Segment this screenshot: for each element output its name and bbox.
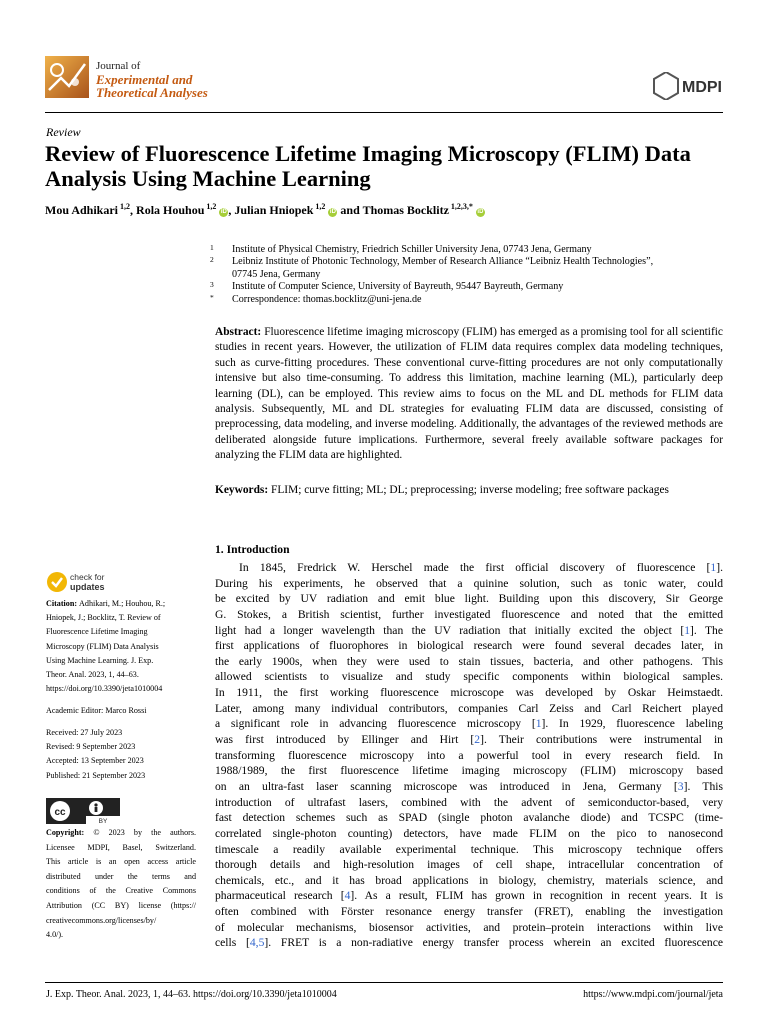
journal-logo bbox=[45, 56, 89, 98]
date-line: Received: 27 July 2023 bbox=[46, 728, 123, 737]
citation-link[interactable]: 1 bbox=[535, 717, 542, 731]
footer-citation: J. Exp. Theor. Anal. 2023, 1, 44–63. https://doi.org/10.3390/jeta1010004 bbox=[46, 989, 337, 1000]
cc-by-license-icon[interactable] bbox=[46, 798, 120, 824]
copyright-text: conditions of the Creative Commons bbox=[46, 886, 196, 896]
copyright-line bbox=[46, 841, 196, 856]
body-line: was first introduced by Ellinger and Hirt [2]. Their contributions were instrumental in bbox=[215, 733, 723, 747]
svg-text:cc: cc bbox=[54, 807, 66, 818]
affiliation-number: 2 bbox=[210, 255, 214, 265]
section-heading: 1. Introduction bbox=[215, 543, 290, 556]
affiliation-line: Institute of Computer Science, University of Bayreuth, 95447 Bayreuth, Germany bbox=[232, 281, 564, 293]
copyright-line bbox=[46, 914, 196, 929]
citation-line bbox=[46, 611, 196, 625]
body-line: of molecular mechanisms, biosensor activities, and protein–protein interactions within live bbox=[215, 920, 723, 934]
citation-line bbox=[46, 668, 196, 682]
citation-text: Using Machine Learning. J. Exp. bbox=[46, 655, 154, 665]
journal-prefix: Journal of bbox=[96, 60, 141, 72]
body-line: be excited by UV radiation and emit blue light. Building upon this discovery, Sir George bbox=[215, 592, 723, 606]
body-line: Later, among many individual contributors, companies Carl Zeiss and Carl Reichert played bbox=[215, 701, 723, 715]
citation-text: Fluorescence Lifetime Imaging bbox=[46, 627, 148, 637]
copyright-text: Licensee MDPI, Basel, Switzerland. bbox=[46, 842, 196, 852]
body-line: the early 1900s, when they were used to stain tissues, bacteria, and other pathogens. This bbox=[215, 654, 723, 668]
date-line: Revised: 9 September 2023 bbox=[46, 742, 136, 752]
author-affiliation-mark: 1,2,3,* bbox=[448, 202, 473, 211]
copyright-line bbox=[46, 899, 196, 914]
citation-text[interactable]: https://doi.org/10.3390/jeta1010004 bbox=[46, 684, 163, 694]
affiliation-item bbox=[210, 281, 720, 293]
body-line: In 1845, Fredrick W. Herschel made the first official discovery of fluorescence [1]. bbox=[239, 561, 723, 574]
author-name: Rola Houhou bbox=[136, 203, 205, 217]
citation-link[interactable]: 4 bbox=[344, 889, 351, 903]
article-type: Review bbox=[46, 125, 81, 139]
dates-block bbox=[46, 726, 196, 783]
abstract-label: Abstract: bbox=[215, 326, 262, 338]
citation-block bbox=[46, 597, 196, 696]
copyright-line bbox=[46, 928, 196, 943]
updates-label: updates bbox=[70, 582, 105, 592]
date-line: Accepted: 13 September 2023 bbox=[46, 756, 144, 766]
body-line: thorough details and high-resolution images of cell shape, intracellular concentration of bbox=[215, 858, 723, 872]
body-line: pharmaceutical research [4]. As a result, FLIM has grown in recognition in recent years. It is bbox=[215, 889, 723, 903]
date-line: Published: 21 September 2023 bbox=[46, 770, 146, 780]
copyright-line bbox=[46, 826, 196, 841]
citation-line bbox=[46, 640, 196, 654]
citation-link[interactable]: 2 bbox=[474, 733, 481, 747]
affiliation-item bbox=[210, 244, 720, 256]
body-line: 1988/1989, the first fluorescence lifetime imaging microscopy (FLIM) microscopy based bbox=[215, 764, 723, 778]
body-line: chemicals, etc., and it has broad applications in biology, chemistry, materials science, and bbox=[215, 873, 723, 887]
citation-label: Citation: bbox=[46, 599, 80, 608]
citation-link[interactable]: 1 bbox=[684, 623, 690, 637]
author-affiliation-mark: 1,2 bbox=[204, 202, 217, 211]
body-line: introduction of ultrafast lasers, combined with the advent of semiconductor-based, very bbox=[215, 795, 723, 809]
journal-name bbox=[96, 61, 208, 100]
body-line: first applications of fluorophores in biological research were found several decades later, in bbox=[215, 639, 723, 653]
affiliation-number: 1 bbox=[210, 243, 214, 252]
body-line: often combined with Förster resonance energy transfer (FRET), enabling the investigation bbox=[215, 905, 723, 919]
citation-text: Theor. Anal. 2023, 1, 44–63. bbox=[46, 670, 139, 680]
keywords bbox=[215, 483, 723, 498]
affiliation-line: Correspondence: thomas.bocklitz@uni-jena.de bbox=[232, 293, 422, 305]
author-separator: , bbox=[130, 203, 137, 217]
body-line: transforming fluorescence microscopy into a powerful tool in every research field. In bbox=[215, 748, 723, 762]
citation-text: Hniopek, J.; Bocklitz, T. Review of bbox=[46, 613, 161, 623]
author-affiliation-mark: 1,2 bbox=[313, 202, 326, 211]
keywords-text: FLIM; curve fitting; ML; DL; preprocessing; inverse modeling; free software packages bbox=[271, 484, 669, 496]
body-line: In 1911, the first working fluorescence microscope was developed by Oskar Heimstaedt. bbox=[215, 686, 723, 700]
body-line: During his experiments, he observed that a quinine solution, such as tonic water, could bbox=[215, 576, 723, 590]
citation-link[interactable]: 3 bbox=[677, 779, 684, 793]
publisher-name: MDPI bbox=[682, 79, 722, 96]
academic-editor: Academic Editor: Marco Rossi bbox=[46, 706, 147, 715]
orcid-icon[interactable]: iD bbox=[329, 209, 336, 215]
author-affiliation-mark: 1,2 bbox=[118, 202, 131, 211]
citation-link[interactable]: 1 bbox=[710, 561, 717, 574]
citation-line bbox=[46, 597, 196, 611]
footer-rule bbox=[45, 982, 723, 983]
body-line: light had a longer wavelength than the UV radiation that initially excited the object [1]. The bbox=[215, 623, 723, 637]
check-for-label: check for bbox=[70, 572, 105, 582]
body-line: G. Stokes, a British scientist, further investigated fluorescence and noted that the emitted bbox=[215, 607, 723, 621]
copyright-line bbox=[46, 870, 196, 885]
copyright-label: Copyright: bbox=[46, 828, 94, 837]
body-text bbox=[215, 560, 723, 951]
affiliation-line: Leibniz Institute of Photonic Technology, Member of Research Alliance “Leibniz Health Technologies”, bbox=[232, 256, 654, 268]
author-name: Mou Adhikari bbox=[45, 203, 119, 217]
copyright-text: © 2023 by the authors. bbox=[93, 828, 196, 837]
copyright-text: Attribution (CC BY) license (https:// bbox=[46, 900, 196, 910]
abstract-text: Fluorescence lifetime imaging microscopy (FLIM) has emerged as a promising tool for all scientific studies in recent years. However, the utilization of FLIM data requires complex data modeling techniques, such as curve-fitting procedures. These conventional curve-fitting procedures are not only computationally intensive but also time-consuming. To address this limitation, machine learning (ML), particularly deep learning (DL), can be employed. This review aims to focus on the ML and DL methods for FLIM data analysis. Subsequently, ML and DL strategies for evaluating FLIM data are discussed, consisting of preprocessing, data modeling, and inverse modeling. Additionally, the advantages of the reviewed methods are deliberated alongside future implications. Furthermore, several freely available software packages for analyzing the FLIM data are highlighted. bbox=[215, 326, 723, 462]
orcid-icon[interactable]: iD bbox=[220, 209, 227, 215]
affiliations bbox=[210, 244, 720, 306]
journal-name-line1: Experimental and bbox=[96, 71, 193, 87]
citation-link[interactable]: 4,5 bbox=[249, 936, 265, 950]
body-line: on an ultra-fast laser scanning microscope was introduced in Jena, Germany [3]. This bbox=[215, 779, 723, 793]
copyright-text: creativecommons.org/licenses/by/ bbox=[46, 915, 157, 925]
footer-journal-url[interactable]: https://www.mdpi.com/journal/jeta bbox=[583, 989, 723, 1000]
body-line: cells [4,5]. FRET is a non-radiative energy transfer process wherein an excited fluorescence bbox=[215, 936, 723, 950]
citation-text: Adhikari, M.; Houhou, R.; bbox=[79, 599, 166, 608]
affiliation-number: 3 bbox=[210, 280, 214, 290]
abstract bbox=[215, 325, 723, 464]
body-line: a significant role in advancing fluorescence microscopy [1]. In 1929, fluorescence labeling bbox=[215, 717, 723, 731]
citation-text: Microscopy (FLIM) Data Analysis bbox=[46, 641, 159, 651]
affiliation-item bbox=[210, 256, 720, 281]
copyright-text: 4.0/). bbox=[46, 930, 64, 940]
copyright-block bbox=[46, 826, 196, 943]
affiliation-line: Institute of Physical Chemistry, Friedrich Schiller University Jena, 07743 Jena, Germany bbox=[232, 244, 592, 255]
author-separator: , bbox=[228, 203, 235, 217]
cc-by-text: BY bbox=[98, 818, 108, 824]
mdpi-logo bbox=[652, 72, 724, 100]
citation-line bbox=[46, 682, 196, 696]
author-name: Thomas Bocklitz bbox=[362, 203, 449, 217]
body-line: correlated single-photon counting) detectors, have made FLIM on the pico to nanosecond bbox=[215, 826, 723, 840]
keywords-label: Keywords: bbox=[215, 484, 269, 496]
copyright-text: distributed under the terms and bbox=[46, 871, 196, 881]
journal-name-line2: Theoretical Analyses bbox=[96, 85, 208, 101]
affiliation-line: 07745 Jena, Germany bbox=[232, 268, 321, 280]
copyright-line bbox=[46, 855, 196, 870]
header-rule bbox=[45, 112, 723, 113]
author-list bbox=[45, 202, 485, 218]
copyright-text: This article is an open access article bbox=[46, 857, 196, 867]
author-name: Julian Hniopek bbox=[234, 203, 314, 217]
body-line: allowed scientists to visualize and study specific components within biological samples. bbox=[215, 670, 723, 684]
affiliation-item bbox=[210, 294, 720, 306]
author-separator: and bbox=[337, 203, 363, 217]
orcid-icon[interactable]: iD bbox=[477, 209, 484, 215]
citation-line bbox=[46, 625, 196, 639]
article-title: Review of Fluorescence Lifetime Imaging Microscopy (FLIM) Data Analysis Using Machine Learning bbox=[45, 141, 691, 191]
body-line: fast detection schemes such as SPAD (single photon avalanche diode) and TCSPC (time- bbox=[215, 811, 723, 825]
citation-line bbox=[46, 654, 196, 668]
check-for-updates-badge[interactable] bbox=[46, 569, 126, 595]
body-line: timescale a readily available experimental technique. This microscopy technique offers bbox=[215, 842, 723, 856]
affiliation-number: * bbox=[210, 292, 214, 302]
copyright-line bbox=[46, 884, 196, 899]
